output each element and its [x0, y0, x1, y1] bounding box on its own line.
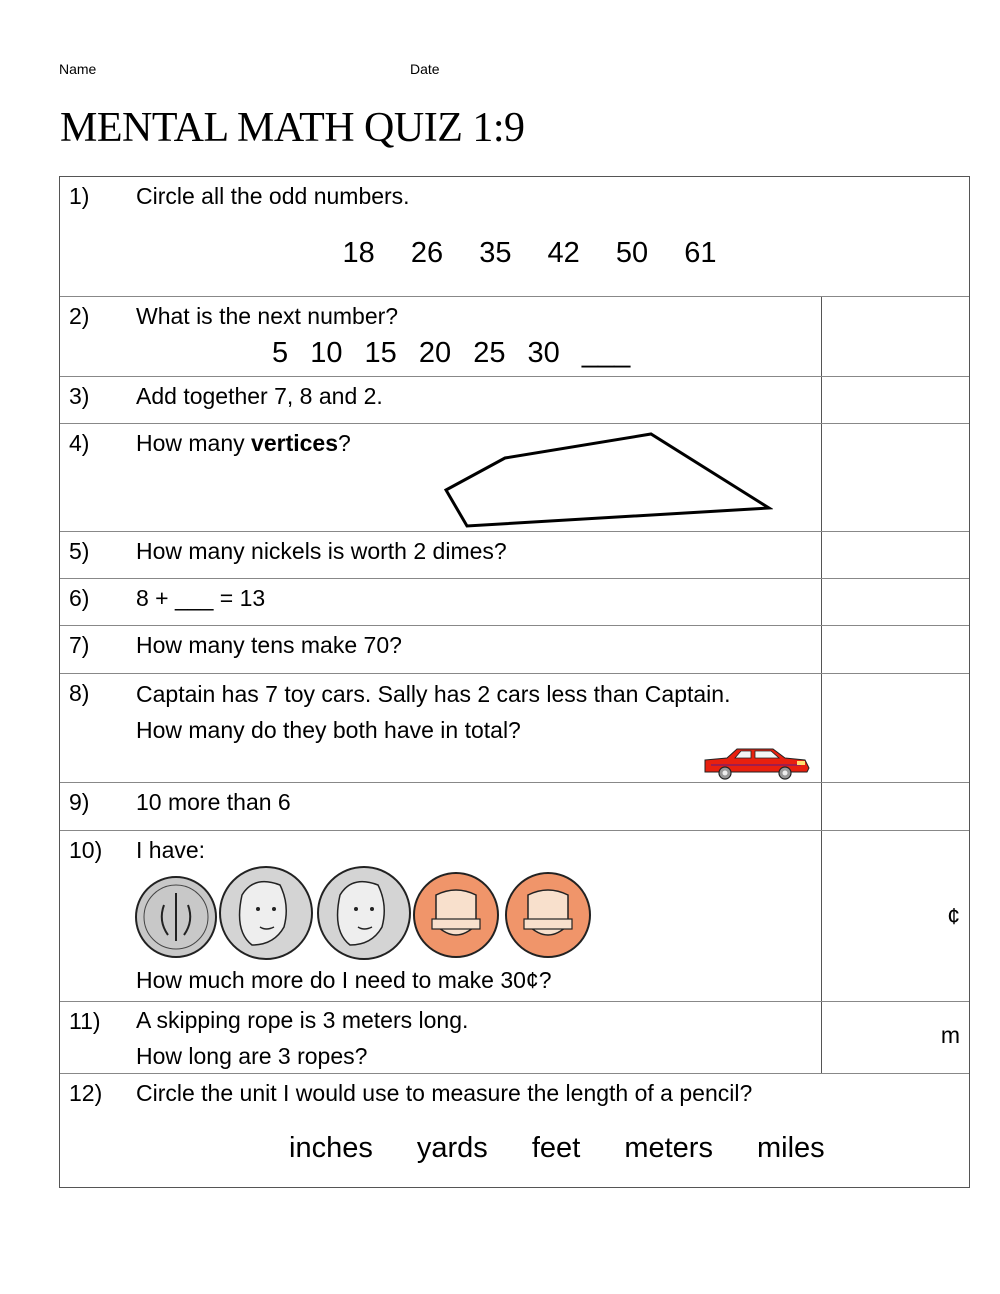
question-row-12: [60, 1074, 969, 1187]
question-number: 11): [69, 1008, 101, 1034]
number-option[interactable]: 26: [410, 237, 444, 269]
question-row-1: [60, 177, 969, 297]
answer-box[interactable]: [821, 674, 969, 782]
question-number: 12): [69, 1080, 103, 1106]
question-row-5: [60, 532, 969, 579]
question-number: 6): [69, 585, 90, 611]
question-number: 9): [69, 789, 90, 815]
question-row-11: [60, 1002, 969, 1074]
question-text-followup: How much more do I need to make 30¢?: [136, 967, 552, 993]
bold-keyword: vertices: [251, 430, 339, 456]
question-row-10: [60, 831, 969, 1002]
unit-option[interactable]: yards: [416, 1132, 488, 1164]
odd-numbers-list: [60, 237, 969, 270]
unit-option[interactable]: meters: [624, 1132, 713, 1164]
question-text: I have:: [136, 837, 206, 863]
number-option[interactable]: 61: [684, 237, 717, 269]
sequence-number: 15: [364, 337, 397, 369]
question-number: 10): [69, 837, 103, 863]
meter-unit-label: m: [940, 1022, 960, 1048]
question-row-9: [60, 783, 969, 831]
question-row-8: [60, 674, 969, 783]
unit-option[interactable]: miles: [757, 1132, 825, 1164]
question-text: How many nickels is worth 2 dimes?: [136, 538, 507, 564]
sequence-number: 5: [272, 337, 289, 369]
question-row-3: [60, 377, 969, 424]
date-label: Date: [410, 61, 440, 77]
question-number: 5): [69, 538, 90, 564]
unit-options: [289, 1132, 825, 1165]
unit-option[interactable]: feet: [531, 1132, 581, 1164]
pentagon-shape-icon: [443, 430, 773, 530]
red-car-icon: [701, 746, 813, 780]
question-number: 3): [69, 383, 90, 409]
question-row-4: [60, 424, 969, 532]
answer-blank[interactable]: ___: [581, 337, 631, 369]
question-text: Captain has 7 toy cars. Sally has 2 cars less than Captain. How many do they both have in total?: [136, 681, 731, 743]
answer-box[interactable]: [821, 1002, 969, 1073]
number-option[interactable]: 35: [479, 237, 512, 269]
question-number: 7): [69, 632, 90, 658]
question-text: What is the next number?: [136, 303, 399, 329]
cent-unit-label: ¢: [947, 903, 960, 929]
question-row-2: [60, 297, 969, 377]
coins-image: [134, 865, 596, 961]
question-text: Add together 7, 8 and 2.: [136, 383, 383, 409]
answer-box[interactable]: [821, 831, 969, 1001]
answer-box[interactable]: [821, 579, 969, 625]
answer-box[interactable]: [821, 783, 969, 830]
quiz-table: [59, 176, 970, 1188]
question-number: 1): [69, 183, 90, 209]
sequence-number: 20: [418, 337, 452, 369]
nickel-coin-icon: [220, 867, 312, 959]
question-text: A skipping rope is 3 meters long. How long are 3 ropes?: [136, 1007, 469, 1069]
penny-coin-icon: [414, 873, 498, 957]
answer-box[interactable]: [821, 424, 969, 531]
page-title: MENTAL MATH QUIZ 1:9: [60, 105, 525, 151]
question-row-6: [60, 579, 969, 626]
sequence-number: 25: [473, 337, 506, 369]
question-text: Circle all the odd numbers.: [136, 183, 410, 209]
answer-box[interactable]: [821, 377, 969, 423]
number-option[interactable]: 18: [342, 237, 375, 269]
sequence-number: 30: [527, 337, 560, 369]
question-row-7: [60, 626, 969, 674]
number-option[interactable]: 50: [615, 237, 649, 269]
nickel-coin-icon: [318, 867, 410, 959]
question-number: 2): [69, 303, 90, 329]
name-label: Name: [59, 61, 97, 77]
question-text: How many tens make 70?: [136, 632, 402, 658]
question-text: 8 + ___ = 13: [136, 585, 266, 611]
dime-coin-icon: [136, 877, 216, 957]
answer-box[interactable]: [821, 297, 969, 376]
penny-coin-icon: [506, 873, 590, 957]
answer-box[interactable]: [821, 626, 969, 673]
number-sequence: [272, 337, 630, 370]
sequence-number: 10: [310, 337, 343, 369]
question-number: 8): [69, 680, 90, 706]
question-number: 4): [69, 430, 90, 456]
unit-option[interactable]: inches: [289, 1132, 373, 1164]
question-text: How many vertices?: [136, 430, 351, 456]
question-text: Circle the unit I would use to measure the length of a pencil?: [136, 1080, 753, 1106]
answer-box[interactable]: [821, 532, 969, 578]
number-option[interactable]: 42: [547, 237, 580, 269]
question-text: 10 more than 6: [136, 789, 291, 815]
